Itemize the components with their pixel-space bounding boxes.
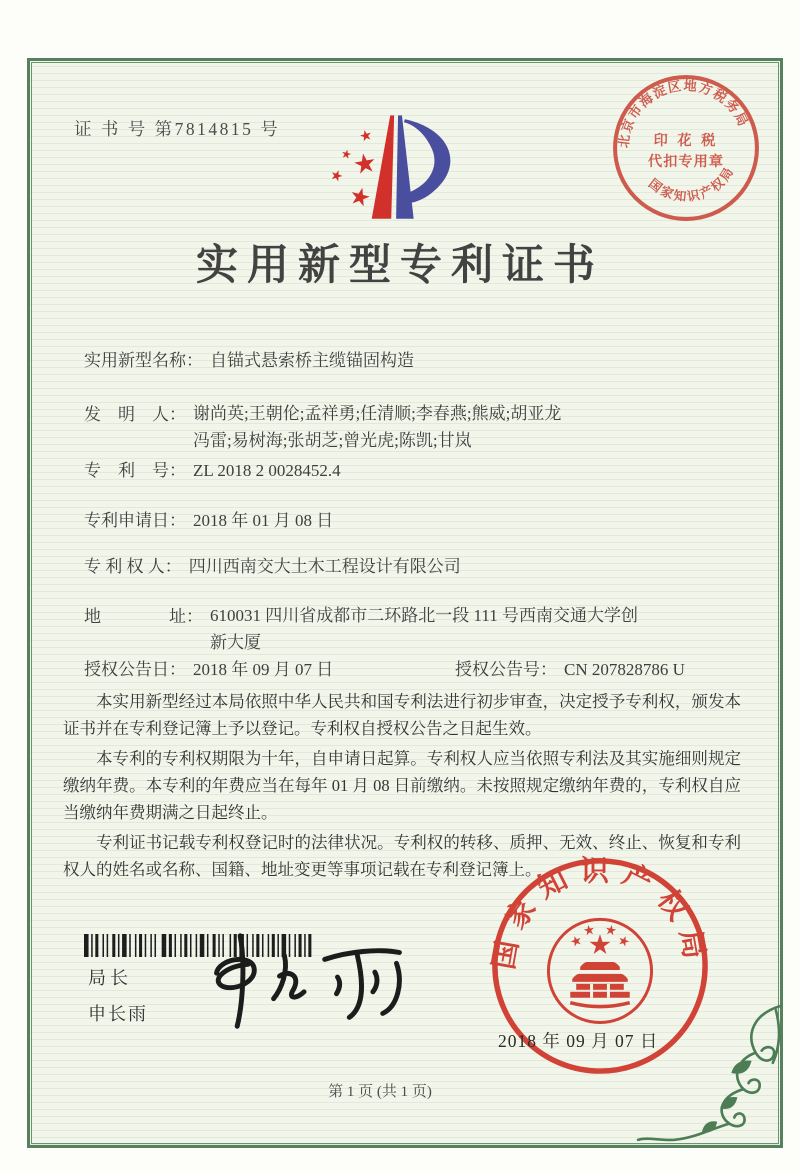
field-value <box>210 602 638 656</box>
address-line-1: 610031 四川省成都市二环路北一段 111 号西南交通大学创 <box>210 606 638 625</box>
field-label: 专 利 权 人： <box>84 557 182 576</box>
field-utility-model-name <box>84 346 414 371</box>
tax-seal-arc-bottom: 国家知识产权局 <box>645 163 738 205</box>
address-line-2: 新大厦 <box>210 633 261 652</box>
cnipa-patent-logo <box>322 108 478 228</box>
inventors-line-2: 冯雷;易树海;张胡芝;曾光虎;陈凯;甘岚 <box>193 431 472 450</box>
national-emblem <box>548 919 651 1022</box>
tax-seal-center-line2: 代扣专用章 <box>648 154 724 171</box>
legal-paragraph-3: 专利证书记载专利权登记时的法律状况。专利权的转移、质押、无效、终止、恢复和专利权人的姓名或名称、国籍、地址变更等事项记载在专利登记簿上。 <box>63 833 741 879</box>
seal-date: 2018 年 09 月 07 日 <box>498 1031 659 1051</box>
commissioner-name: 申长雨 <box>88 1004 148 1024</box>
stamp-tax-seal <box>610 72 762 224</box>
field-value: ZL 2018 2 0028452.4 <box>193 461 341 480</box>
cnipa-seal-arc-text: 国家知识产权局 <box>487 855 713 972</box>
logo-blue-stroke <box>396 115 414 218</box>
field-label: 专 利 号： <box>84 461 186 480</box>
logo-stars <box>330 129 377 207</box>
field-patent-number <box>84 456 341 481</box>
field-label: 发 明 人： <box>84 405 186 424</box>
field-value: 2018 年 01 月 08 日 <box>193 511 334 530</box>
logo-red-wedge <box>372 115 394 218</box>
field-label: 授权公告号： <box>455 660 557 679</box>
field-value: 2018 年 09 月 07 日 <box>193 660 334 679</box>
legal-paragraph-1: 本实用新型经过本局依照中华人民共和国专利法进行初步审查，决定授予专利权，颁发本证书并在专利登记簿上予以登记。专利权自授权公告之日起生效。 <box>63 692 741 738</box>
commissioner-signature <box>188 922 426 1040</box>
field-label: 地 址： <box>84 607 203 626</box>
field-label: 授权公告日： <box>84 660 186 679</box>
field-patentee <box>84 552 461 577</box>
field-value: CN 207828786 U <box>564 660 685 679</box>
field-value: 自锚式悬索桥主缆锚固构造 <box>210 351 414 370</box>
tax-seal-arc-top: 北京市海淀区地方税务局 <box>615 77 752 149</box>
field-label: 专利申请日： <box>84 511 186 530</box>
certificate-title: 实用新型专利证书 <box>195 243 604 289</box>
svg-text:国家知识产权局 <box>488 856 712 972</box>
inventors-line-1: 谢尚英;王朝伦;孟祥勇;任清顺;李春燕;熊威;胡亚龙 <box>193 404 562 423</box>
field-grant-number <box>455 655 685 680</box>
legal-paragraph-2: 本专利的专利权期限为十年，自申请日起算。专利权人应当依照专利法及其实施细则规定缴纳年费。本专利的年费应当在每年 01 月 08 日前缴纳。未按照规定缴纳年费的，专利权自应当缴纳年费期满之日起终止。 <box>63 749 741 822</box>
field-inventors <box>84 400 561 454</box>
field-filing-date <box>84 506 333 531</box>
page-number: 第 1 页 (共 1 页) <box>328 1084 432 1100</box>
field-address <box>84 602 638 656</box>
field-value: 四川西南交大土木工程设计有限公司 <box>188 557 461 576</box>
field-grant-date <box>84 655 333 680</box>
commissioner-title: 局长 <box>88 968 132 988</box>
tax-seal-center-line1: 印 花 税 <box>653 132 719 149</box>
certificate-number: 证 书 号 第7814815 号 <box>74 119 281 139</box>
field-value <box>193 400 561 454</box>
field-label: 实用新型名称： <box>84 351 203 370</box>
